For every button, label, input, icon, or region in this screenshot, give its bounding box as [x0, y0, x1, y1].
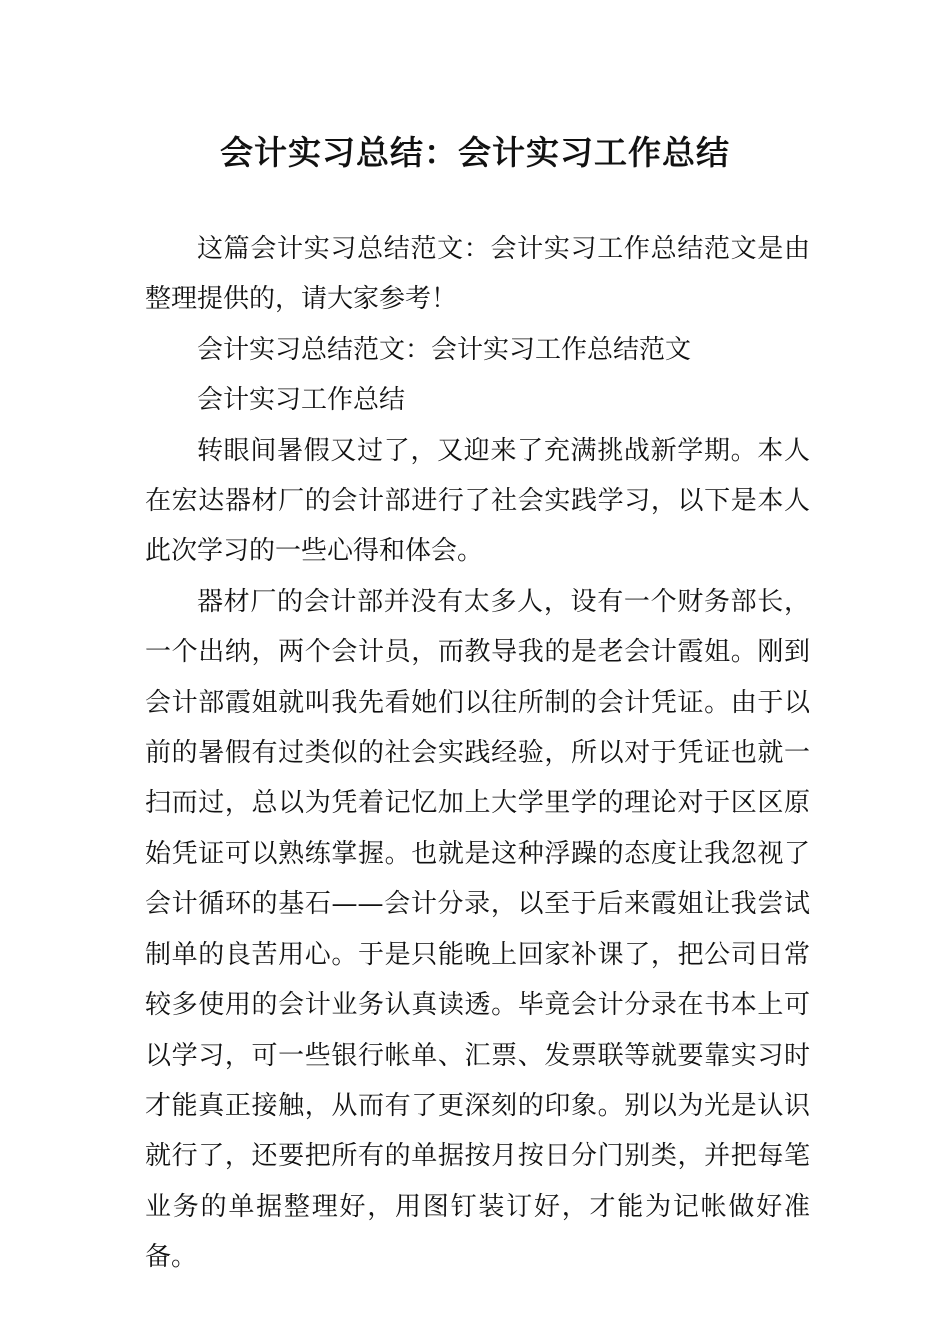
paragraph-subtitle: 会计实习总结范文：会计实习工作总结范文 — [197, 334, 692, 365]
paragraph-heading: 会计实习工作总结 — [197, 385, 406, 416]
paragraph-opening: 转眼间暑假又过了，又迎来了充满挑战新学期。本人在宏达器材厂的会计部进行了社会实践学习，以下是本人此次学习的一些心得和体会。 — [145, 435, 810, 567]
paragraph-main: 器材厂的会计部并没有太多人，设有一个财务部长，一个出纳，两个会计员，而教导我的是老会计霞姐。刚到会计部霞姐就叫我先看她们以往所制的会计凭证。由于以前的暑假有过类似的社会实践经验，所以对于凭证也就一扫而过，总以为凭着记忆加上大学里学的理论对于区区原始凭证可以熟练掌握。也就是这种浮躁的态度让我忽视了会计循环的基石——会计分录，以至于后来霞姐让我尝试制单的良苦用心。于是只能晚上回家补课了，把公司日常较多使用的会计业务认真读透。毕竟会计分录在书本上可以学习，可一些银行帐单、汇票、发票联等就要靠实习时才能真正接触，从而有了更深刻的印象。别以为光是认识就行了，还要把所有的单据按月按日分门别类，并把每笔业务的单据整理好，用图钉装订好，才能为记帐做好准备。 — [145, 586, 810, 1273]
document-title: 会计实习总结：会计实习工作总结 — [220, 133, 730, 172]
paragraph-intro: 这篇会计实习总结范文：会计实习工作总结范文是由整理提供的，请大家参考！ — [145, 234, 810, 315]
document-body — [145, 224, 810, 1283]
